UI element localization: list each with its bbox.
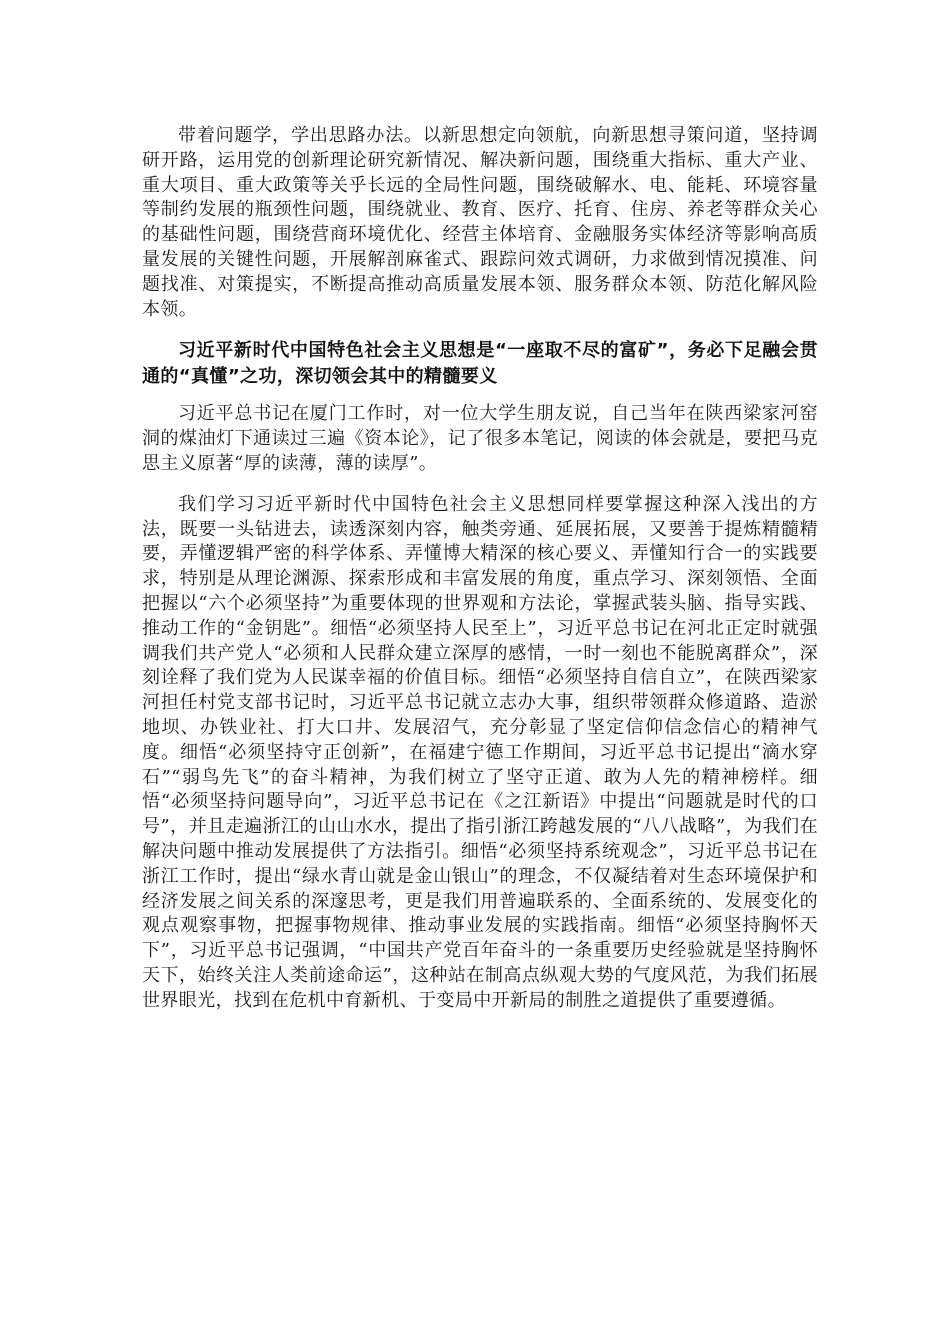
body-paragraph-1: 带着问题学，学出思路办法。以新思想定向领航，向新思想寻策问道，坚持调研开路，运用党的创新理论研究新情况、解决新问题，围绕重大指标、重大产业、重大项目、重大政策等关乎长远的全局性问题，围绕破解水、电、能耗、环境容量等制约发展的瓶颈性问题，围绕就业、教育、医疗、托育、住房、养老等群众关心的基础性问题，围绕营商环境优化、经营主体培育、金融服务实体经济等影响高质量发展的关键性问题，开展解剖麻雀式、跟踪问效式调研，力求做到情况摸准、问题找准、对策提实，不断提高推动高质量发展本领、服务群众本领、防范化解风险本领。 <box>142 125 818 320</box>
document-page <box>142 124 818 1014</box>
body-paragraph-3: 我们学习习近平新时代中国特色社会主义思想同样要掌握这种深入浅出的方法，既要一头钻进去，读透深刻内容，触类旁通、延展拓展，又要善于提炼精髓精要，弄懂逻辑严密的科学体系、弄懂博大精深的核心要义、弄懂知行合一的实践要求，特别是从理论渊源、探索形成和丰富发展的角度，重点学习、深刻领悟、全面把握以“六个必须坚持”为重要体现的世界观和方法论，掌握武装头脑、指导实践、推动工作的“金钥匙”。细悟“必须坚持人民至上”，习近平总书记在河北正定时就强调我们共产党人“必须和人民群众建立深厚的感情，一时一刻也不能脱离群众”，深刻诠释了我们党为人民谋幸福的价值目标。细悟“必须坚持自信自立”，在陕西梁家河担任村党支部书记时，习近平总书记就立志办大事，组织带领群众修道路、造淤地坝、办铁业社、打大口井、发展沼气，充分彰显了坚定信仰信念信心的精神气度。细悟“必须坚持守正创新”，在福建宁德工作期间，习近平总书记提出“滴水穿石”“弱鸟先飞”的奋斗精神，为我们树立了坚守正道、敢为人先的精神榜样。细悟“必须坚持问题导向”，习近平总书记在《之江新语》中提出“问题就是时代的口号”，并且走遍浙江的山山水水，提出了指引浙江跨越发展的“八八战略”，为我们在解决问题中推动发展提供了方法指引。细悟“必须坚持系统观念”，习近平总书记在浙江工作时，提出“绿水青山就是金山银山”的理念，不仅凝结着对生态环境保护和经济发展之间关系的深邃思考，更是我们用普遍联系的、全面系统的、发展变化的观点观察事物，把握事物规律、推动事业发展的实践指南。细悟“必须坚持胸怀天下”，习近平总书记强调，“中国共产党百年奋斗的一条重要历史经验就是坚持胸怀天下，始终关注人类前途命运”，这种站在制高点纵观大势的气度风范，为我们拓展世界眼光，找到在危机中育新机、于变局中开新局的制胜之道提供了重要遵循。 <box>142 493 818 1011</box>
body-paragraph-2: 习近平总书记在厦门工作时，对一位大学生朋友说，自己当年在陕西梁家河窑洞的煤油灯下通读过三遍《资本论》，记了很多本笔记，阅读的体会就是，要把马克思主义原著“厚的读薄，薄的读厚”。 <box>142 403 818 474</box>
section-heading: 习近平新时代中国特色社会主义思想是“一座取不尽的富矿”，务必下足融会贯通的“真懂”之功，深切领会其中的精髓要义 <box>142 340 818 388</box>
